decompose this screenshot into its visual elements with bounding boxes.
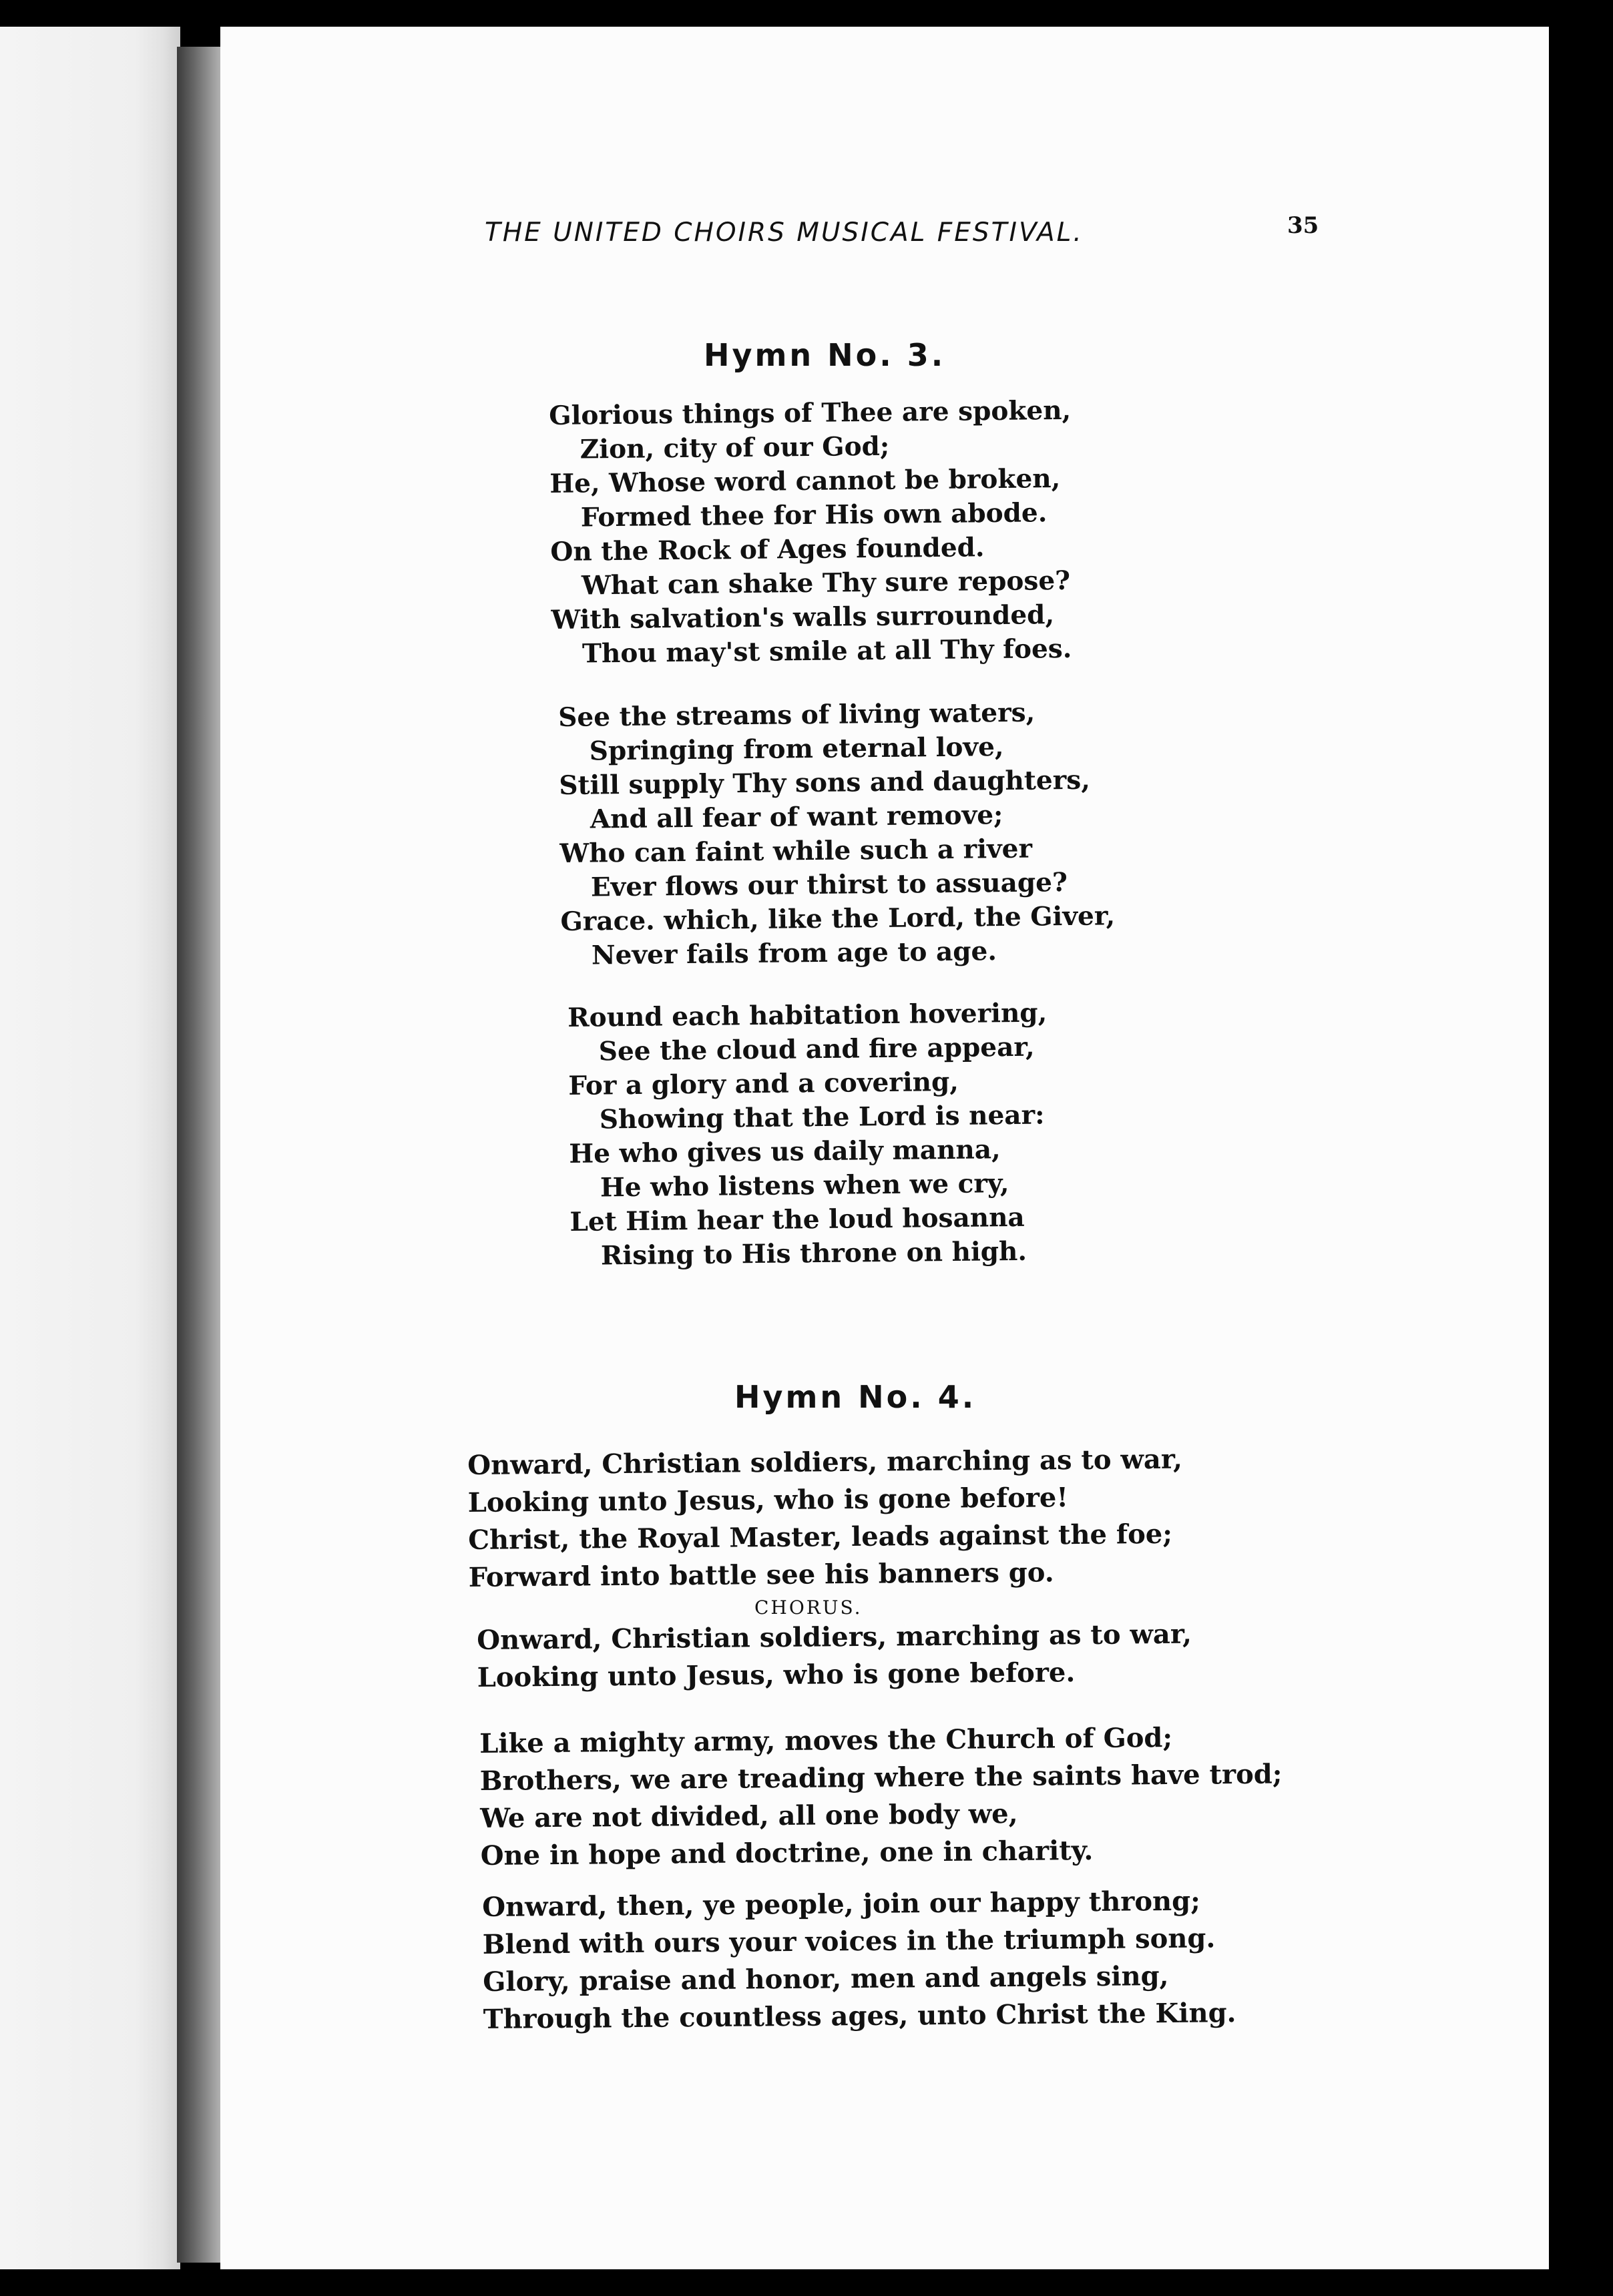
verse-line: Onward, then, ye people, join our happy throng; — [482, 1885, 1201, 1923]
verse-line: One in hope and doctrine, one in charity. — [480, 1834, 1094, 1872]
verse-line: He, Whose word cannot be broken, — [549, 463, 1061, 499]
hymn-4-stanza-1 — [467, 1441, 1184, 1597]
verse-line: We are not divided, all one body we, — [480, 1797, 1018, 1834]
verse-line: Brothers, we are treading where the saints have trod; — [479, 1758, 1283, 1797]
verse-line: Like a mighty army, moves the Church of God; — [479, 1721, 1173, 1759]
verse-line: Ever flows our thirst to assuage? — [590, 867, 1068, 903]
verse-line: Looking unto Jesus, who is gone before. — [477, 1657, 1076, 1693]
verse-line: Never fails from age to age. — [591, 936, 997, 971]
hymn-3-stanza-3 — [567, 996, 1050, 1273]
hymn-4-stanza-3 — [482, 1882, 1236, 2038]
hymn-4-stanza-2 — [479, 1719, 1283, 1875]
verse-line: What can shake Thy sure repose? — [581, 565, 1071, 601]
verse-line: For a glory and a covering, — [568, 1066, 959, 1101]
verse-line: Formed thee for His own abode. — [580, 497, 1048, 533]
hymn-3-stanza-2 — [558, 695, 1116, 973]
verse-line: On the Rock of Ages founded. — [550, 532, 985, 567]
verse-line: And all fear of want remove; — [590, 800, 1003, 835]
verse-line: Thou may'st smile at all Thy foes. — [582, 633, 1072, 669]
verse-line: Glory, praise and honor, men and angels sing, — [483, 1960, 1169, 1998]
verse-line: With salvation's walls surrounded, — [551, 599, 1055, 635]
hymn-3-stanza-1 — [549, 394, 1074, 671]
verse-line: Through the countless ages, unto Christ the King. — [483, 1997, 1236, 2035]
verse-line: Who can faint while such a river — [559, 833, 1033, 869]
verse-line: See the cloud and fire appear, — [598, 1031, 1035, 1067]
verse-line: Looking unto Jesus, who is gone before! — [467, 1482, 1069, 1518]
verse-line: Onward, Christian soldiers, marching as to war, — [477, 1618, 1192, 1656]
facing-page-edge — [0, 27, 180, 2269]
verse-line: Onward, Christian soldiers, marching as to war, — [467, 1443, 1183, 1481]
verse-line: Blend with ours your voices in the triumph song. — [482, 1922, 1216, 1960]
verse-line: See the streams of living waters, — [558, 697, 1035, 733]
verse-line: Let Him hear the loud hosanna — [569, 1201, 1025, 1237]
hymn-4-chorus — [477, 1616, 1192, 1697]
verse-line: Rising to His throne on high. — [600, 1235, 1027, 1271]
page-number: 35 — [1287, 212, 1319, 239]
verse-line: Forward into battle see his banners go. — [468, 1556, 1054, 1593]
verse-line: Showing that the Lord is near: — [599, 1099, 1045, 1135]
verse-line: Round each habitation hovering, — [567, 997, 1048, 1033]
verse-line: Zion, city of our God; — [580, 431, 890, 465]
verse-line: Glorious things of Thee are spoken, — [549, 394, 1072, 431]
hymn-4-title: Hymn No. 4. — [734, 1379, 977, 1415]
hymn-3-title: Hymn No. 3. — [704, 337, 946, 373]
verse-line: Christ, the Royal Master, leads against the foe; — [468, 1518, 1173, 1556]
verse-line: He who gives us daily manna, — [569, 1134, 1001, 1169]
chorus-label: CHORUS. — [754, 1597, 863, 1619]
verse-line: Springing from eternal love, — [589, 732, 1004, 767]
verse-line: He who listens when we cry, — [600, 1168, 1009, 1203]
verse-line: Grace. which, like the Lord, the Giver, — [560, 900, 1116, 937]
verse-line: Still supply Thy sons and daughters, — [559, 764, 1091, 801]
running-header: THE UNITED CHOIRS MUSICAL FESTIVAL. — [485, 218, 1084, 248]
